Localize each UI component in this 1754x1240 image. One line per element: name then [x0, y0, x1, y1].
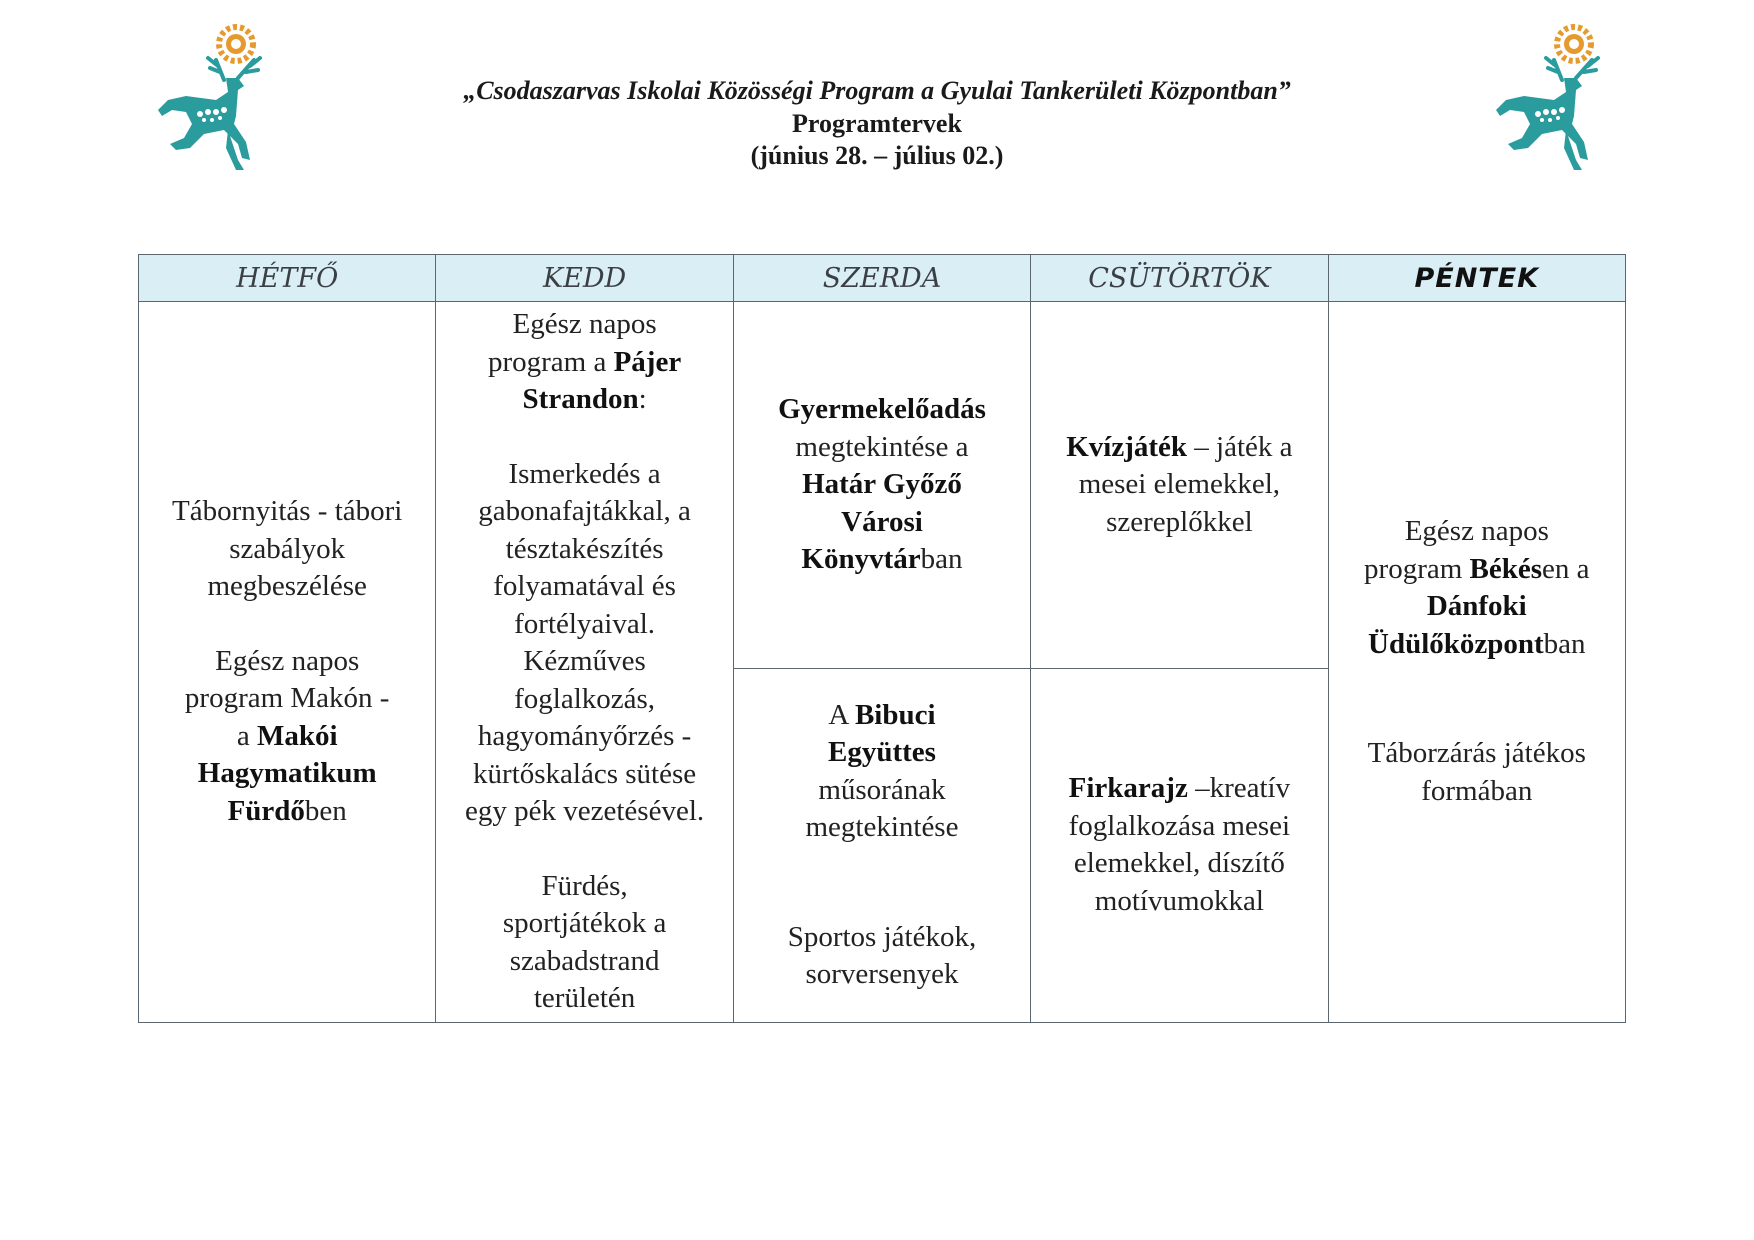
text-line: Hagymatikum [197, 757, 377, 790]
monday-cell [139, 302, 436, 1023]
text-line: mesei elemekkel, [1078, 468, 1281, 501]
tuesday-activities [446, 456, 722, 831]
weekly-schedule-table [138, 254, 1626, 1023]
text-line: területén [533, 982, 636, 1014]
text-line: Egész napos [512, 308, 657, 340]
wednesday-morning-cell [733, 302, 1030, 669]
text-line: megbeszélése [207, 570, 367, 603]
text-line: Strandon: [522, 383, 647, 415]
tuesday-cell [436, 302, 733, 1023]
wednesday-afternoon-cell [733, 669, 1030, 1023]
text-line: Dánfoki [1426, 590, 1527, 623]
deer-logo-right-icon [1484, 20, 1604, 176]
text-line: foglalkozás, [514, 682, 656, 715]
col-header-tuesday: KEDD [436, 255, 733, 302]
text-line: foglalkozása mesei [1068, 809, 1291, 842]
deer-logo-left-icon [146, 20, 266, 176]
text-line: Üdülőközpontban [1368, 627, 1586, 660]
text-line: elemekkel, díszítő [1073, 847, 1285, 880]
friday-cell [1328, 302, 1625, 1023]
text-line: gabonafajtákkal, a [478, 495, 691, 527]
text-line: Táborzárás játékos [1367, 737, 1586, 770]
text-line: kürtőskalács sütése [473, 757, 697, 790]
program-subtitle: Programtervek [792, 109, 962, 138]
thursday-morning-cell [1031, 302, 1328, 669]
text-line: szabályok [229, 532, 346, 565]
text-line: Firkarajz –kreatív [1068, 772, 1291, 805]
text-line: tésztakészítés [505, 532, 664, 565]
day-header-row [139, 255, 1626, 302]
text-line: program Makón - [184, 682, 390, 715]
text-line: Határ Győző [802, 468, 962, 501]
col-header-wednesday: SZERDA [733, 255, 1030, 302]
text-line: a Makói [236, 719, 338, 752]
monday-mako-program [149, 643, 425, 831]
text-line: Könyvtárban [801, 543, 963, 576]
sun-flower-icon [1557, 27, 1591, 61]
friday-closing [1339, 735, 1615, 810]
text-line: hagyományőrzés - [477, 720, 692, 752]
document-header [300, 74, 1454, 172]
text-line: megtekintése a [795, 430, 969, 463]
text-line: Gyermekelőadás [778, 393, 986, 426]
program-title: „Csodaszarvas Iskolai Közösségi Program a Gyulai Tankerületi Központban” [463, 76, 1291, 105]
text-line: sportjátékok a [502, 907, 667, 939]
text-line: program Békésen a [1364, 552, 1590, 585]
text-line: Sportos játékok, [787, 920, 977, 953]
col-header-thursday: CSÜTÖRTÖK [1031, 255, 1328, 302]
text-line: Egész napos [1404, 515, 1549, 548]
text-line: Tábornyitás - tábori [172, 495, 403, 528]
text-line: formában [1421, 774, 1533, 807]
text-line: A Bibuci [828, 698, 936, 731]
tuesday-strand-program [446, 306, 722, 419]
text-line: fortélyaival. [514, 607, 656, 640]
text-line: Fürdés, [541, 869, 628, 902]
col-header-friday: PÉNTEK [1328, 255, 1625, 302]
friday-bekes-program [1339, 513, 1615, 663]
text-line: program a Pájer [487, 345, 682, 378]
text-line: Egész napos [215, 644, 360, 677]
text-line: szereplőkkel [1106, 505, 1253, 538]
text-line: megtekintése [805, 811, 959, 844]
text-line: Kézműves [523, 645, 646, 677]
text-line: egy pék vezetésével. [465, 795, 705, 827]
text-line: motívumokkal [1094, 884, 1264, 917]
text-line: szabadstrand [509, 944, 660, 977]
sun-flower-icon [219, 27, 253, 61]
text-line: műsorának [818, 773, 946, 806]
thursday-afternoon-cell [1031, 669, 1328, 1023]
text-line: folyamatával és [493, 570, 676, 602]
text-line: Fürdőben [227, 794, 347, 827]
text-line: Ismerkedés a [508, 457, 661, 490]
tuesday-bathing [446, 868, 722, 1018]
text-line: sorversenyek [805, 958, 959, 991]
text-line: Kvízjáték – játék a [1066, 430, 1293, 463]
text-line: Városi [841, 505, 923, 538]
text-line: Együttes [828, 736, 936, 769]
program-dates: (június 28. – július 02.) [750, 141, 1004, 170]
col-header-monday: HÉTFŐ [139, 255, 436, 302]
monday-opening [149, 493, 425, 606]
